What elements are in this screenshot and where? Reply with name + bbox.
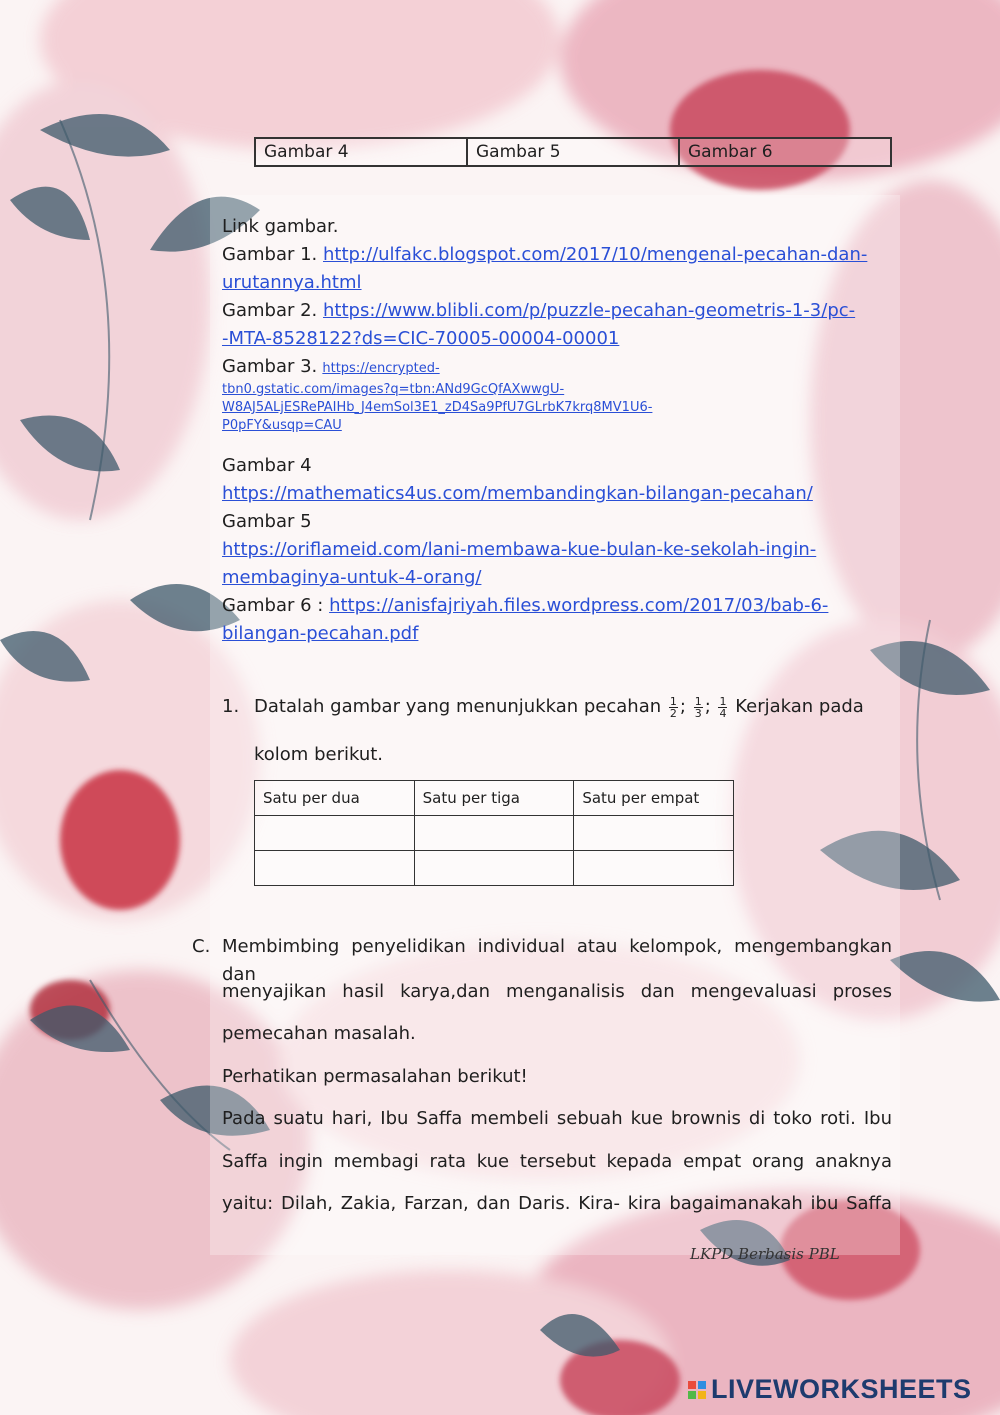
section-letter: C. (192, 936, 211, 957)
table-row (255, 138, 891, 166)
fraction: $\frac{1}{4}$ (719, 694, 727, 720)
link-label: Gambar 1. (222, 244, 318, 265)
story-line: Saffa ingin membagi rata kue tersebut kepada empat orang anaknya (222, 1151, 892, 1172)
question-1-line2: kolom berikut. (254, 744, 384, 765)
picture-label-table (254, 137, 892, 167)
link-url[interactable]: https://encrypted- (322, 361, 440, 376)
links-heading: Link gambar. (222, 216, 339, 237)
link-item-1 (222, 241, 902, 297)
link-item-4 (222, 452, 902, 508)
link-item-5 (222, 508, 902, 592)
question-number: 1. (222, 696, 240, 717)
link-label: Gambar 3. (222, 356, 318, 377)
question-1-text: Datalah gambar yang menunjukkan pecahan $\frac{1}{2}$ ; $\frac{1}{3}$ ; $\frac{1}{4}$ Kerjakan pada (254, 694, 864, 720)
fraction: $\frac{1}{3}$ (694, 694, 702, 720)
link-label: Gambar 4 (222, 455, 312, 476)
table-cell: Gambar 6 (679, 138, 891, 166)
story-line: yaitu: Dilah, Zakia, Farzan, dan Daris. Kira- kira bagaimanakah ibu Saffa (222, 1193, 892, 1214)
answer-table (254, 780, 734, 886)
section-c-line: pemecahan masalah. (222, 1023, 416, 1044)
link-url[interactable]: membaginya-untuk-4-orang/ (222, 567, 482, 588)
question-text-after: Kerjakan pada (735, 696, 864, 717)
link-item-2 (222, 297, 902, 353)
table-header-row (255, 781, 734, 816)
answer-cell[interactable] (414, 816, 574, 851)
link-url[interactable]: W8AJ5ALjESRePAIHb_J4emSol3E1_zD4Sa9PfU7GLrbK7krq8MV1U6- (222, 400, 653, 415)
section-c-line: Membimbing penyelidikan individual atau kelompok, mengembangkan dan (222, 936, 892, 985)
link-label: Gambar 2. (222, 300, 318, 321)
link-url[interactable]: urutannya.html (222, 272, 362, 293)
fraction: $\frac{1}{2}$ (669, 694, 677, 720)
link-url[interactable]: https://anisfajriyah.files.wordpress.com/2017/03/bab-6- (329, 595, 829, 616)
link-item-3 (222, 353, 902, 435)
logo-icon (688, 1381, 706, 1399)
link-url[interactable]: -MTA-8528122?ds=CIC-70005-00004-00001 (222, 328, 620, 349)
answer-cell[interactable] (574, 816, 734, 851)
table-row (255, 816, 734, 851)
answer-cell[interactable] (414, 851, 574, 886)
answer-cell[interactable] (255, 816, 415, 851)
link-url[interactable]: bilangan-pecahan.pdf (222, 623, 419, 644)
table-header: Satu per dua (255, 781, 415, 816)
answer-cell[interactable] (574, 851, 734, 886)
link-url[interactable]: http://ulfakc.blogspot.com/2017/10/mengenal-pecahan-dan- (323, 244, 868, 265)
link-label: Gambar 5 (222, 511, 312, 532)
link-url[interactable]: tbn0.gstatic.com/images?q=tbn:ANd9GcQfAXwwgU- (222, 382, 565, 397)
question-text-before: Datalah gambar yang menunjukkan pecahan (254, 696, 662, 717)
link-item-6 (222, 592, 902, 648)
link-label: Gambar 6 : (222, 595, 324, 616)
instruction-text: Perhatikan permasalahan berikut! (222, 1066, 528, 1087)
table-row (255, 851, 734, 886)
page-footer: LKPD Berbasis PBL (690, 1245, 840, 1263)
liveworksheets-logo[interactable] (688, 1374, 972, 1405)
table-header: Satu per tiga (414, 781, 574, 816)
link-url[interactable]: P0pFY&usqp=CAU (222, 418, 342, 433)
table-cell: Gambar 5 (467, 138, 679, 166)
brand-name: LIVEWORKSHEETS (711, 1374, 972, 1404)
section-c-line: menyajikan hasil karya,dan menganalisis dan mengevaluasi proses (222, 981, 892, 1002)
table-header: Satu per empat (574, 781, 734, 816)
link-url[interactable]: https://mathematics4us.com/membandingkan-bilangan-pecahan/ (222, 483, 813, 504)
table-cell: Gambar 4 (255, 138, 467, 166)
answer-cell[interactable] (255, 851, 415, 886)
link-url[interactable]: https://www.blibli.com/p/puzzle-pecahan-geometris-1-3/pc- (323, 300, 856, 321)
link-url[interactable]: https://oriflameid.com/lani-membawa-kue-bulan-ke-sekolah-ingin- (222, 539, 817, 560)
story-line: Pada suatu hari, Ibu Saffa membeli sebuah kue brownis di toko roti. Ibu (222, 1108, 892, 1129)
